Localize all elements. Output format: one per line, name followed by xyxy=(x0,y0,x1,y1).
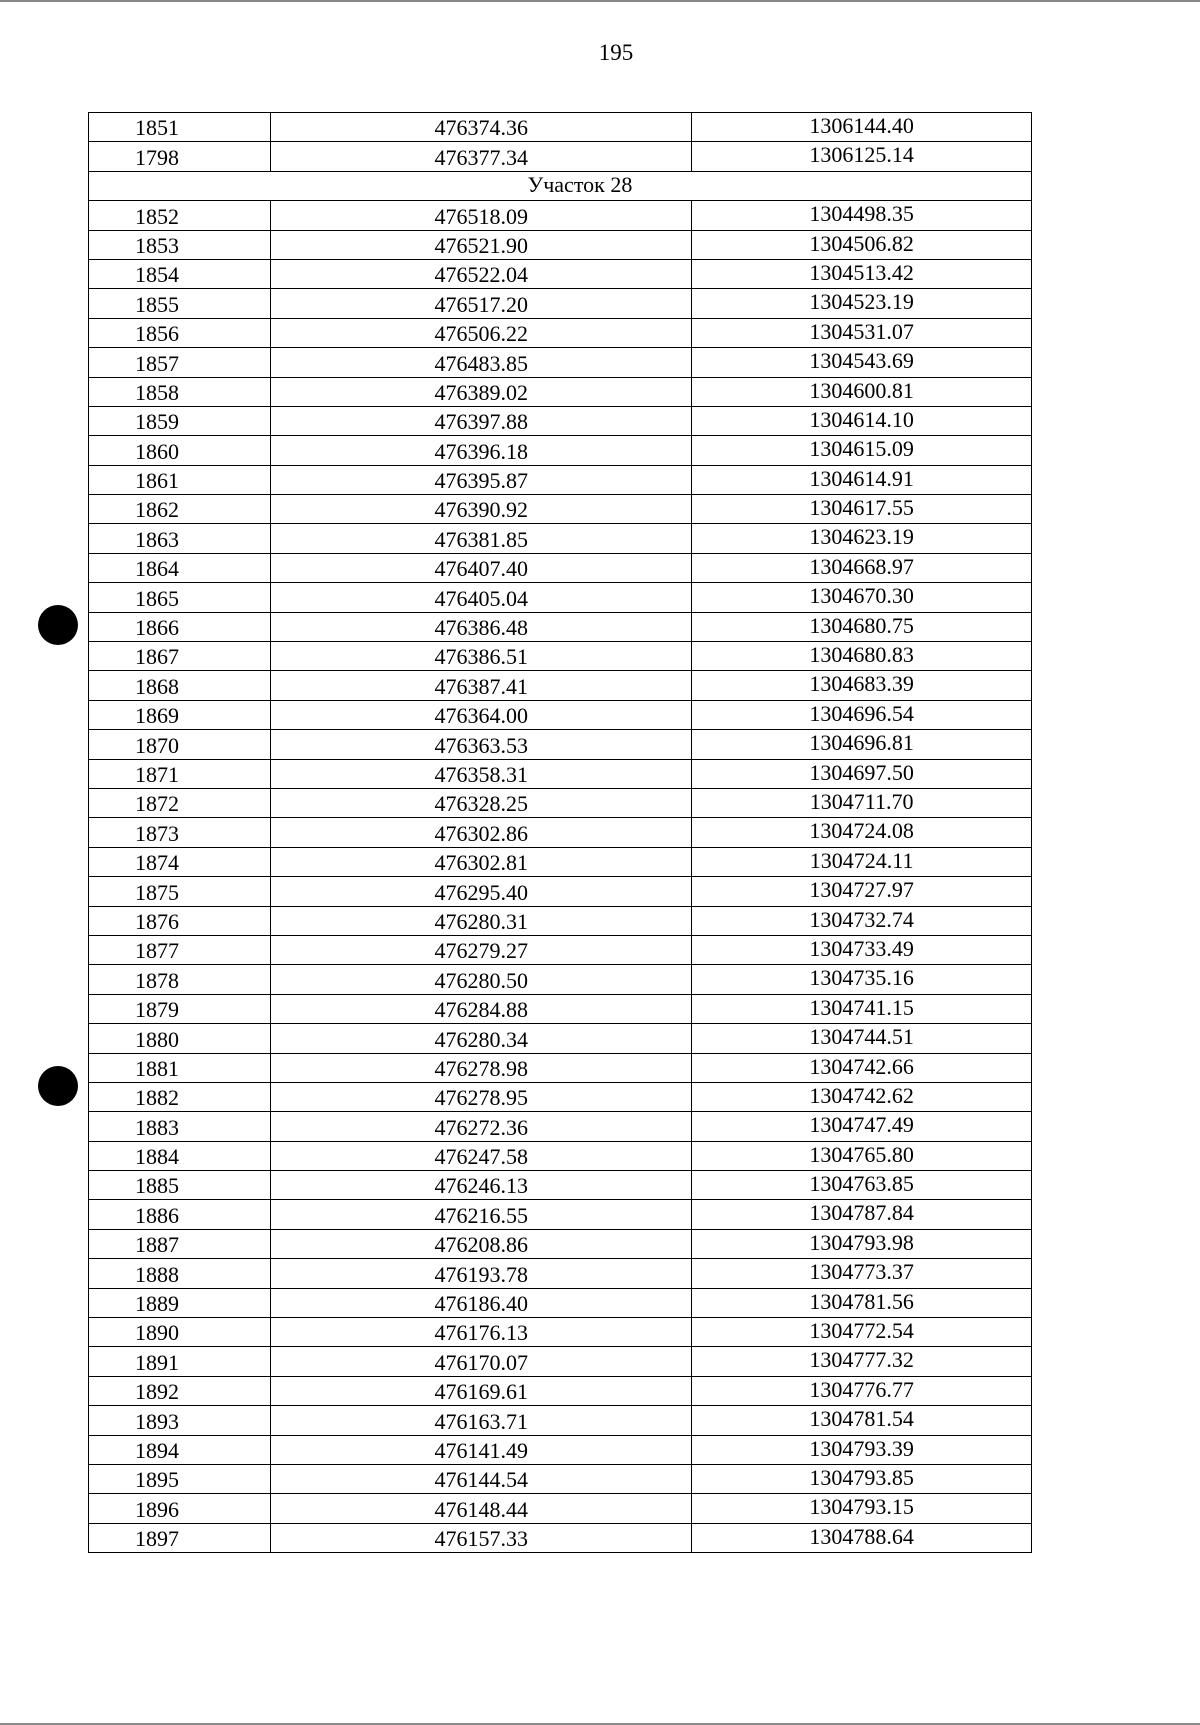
table-row xyxy=(89,583,1032,612)
table-row xyxy=(89,495,1032,524)
y-coordinate-cell: 1304793.85 xyxy=(692,1464,1032,1493)
y-coordinate-cell: 1304793.15 xyxy=(692,1494,1032,1523)
x-coordinate-cell: 476278.98 xyxy=(271,1053,692,1082)
table-row xyxy=(89,1406,1032,1435)
y-coordinate-cell: 1304741.15 xyxy=(692,994,1032,1023)
x-coordinate-cell: 476295.40 xyxy=(271,877,692,906)
point-number-cell: 1888 xyxy=(89,1259,271,1288)
x-coordinate-cell: 476395.87 xyxy=(271,465,692,494)
point-number-cell: 1872 xyxy=(89,788,271,817)
coordinates-table-body xyxy=(89,113,1032,1553)
point-number-cell: 1896 xyxy=(89,1494,271,1523)
x-coordinate-cell: 476358.31 xyxy=(271,759,692,788)
x-coordinate-cell: 476208.86 xyxy=(271,1229,692,1258)
x-coordinate-cell: 476284.88 xyxy=(271,994,692,1023)
y-coordinate-cell: 1304781.54 xyxy=(692,1406,1032,1435)
y-coordinate-cell: 1304498.35 xyxy=(692,201,1032,230)
table-row xyxy=(89,759,1032,788)
point-number-cell: 1870 xyxy=(89,730,271,759)
point-number-cell: 1861 xyxy=(89,465,271,494)
point-number-cell: 1868 xyxy=(89,671,271,700)
y-coordinate-cell: 1304776.77 xyxy=(692,1376,1032,1405)
x-coordinate-cell: 476364.00 xyxy=(271,700,692,729)
y-coordinate-cell: 1304680.75 xyxy=(692,612,1032,641)
point-number-cell: 1798 xyxy=(89,142,271,171)
x-coordinate-cell: 476148.44 xyxy=(271,1494,692,1523)
x-coordinate-cell: 476272.36 xyxy=(271,1112,692,1141)
y-coordinate-cell: 1304763.85 xyxy=(692,1171,1032,1200)
point-number-cell: 1875 xyxy=(89,877,271,906)
y-coordinate-cell: 1304733.49 xyxy=(692,935,1032,964)
table-row xyxy=(89,377,1032,406)
point-number-cell: 1895 xyxy=(89,1464,271,1493)
point-number-cell: 1867 xyxy=(89,642,271,671)
table-row xyxy=(89,1318,1032,1347)
table-row xyxy=(89,1464,1032,1493)
x-coordinate-cell: 476328.25 xyxy=(271,788,692,817)
x-coordinate-cell: 476280.34 xyxy=(271,1024,692,1053)
point-number-cell: 1887 xyxy=(89,1229,271,1258)
table-row xyxy=(89,877,1032,906)
table-row xyxy=(89,436,1032,465)
point-number-cell: 1891 xyxy=(89,1347,271,1376)
point-number-cell: 1852 xyxy=(89,201,271,230)
table-row xyxy=(89,1200,1032,1229)
x-coordinate-cell: 476483.85 xyxy=(271,348,692,377)
table-row xyxy=(89,524,1032,553)
x-coordinate-cell: 476381.85 xyxy=(271,524,692,553)
top-edge-line xyxy=(0,0,1200,2)
x-coordinate-cell: 476279.27 xyxy=(271,935,692,964)
punch-hole xyxy=(38,605,78,645)
x-coordinate-cell: 476374.36 xyxy=(271,113,692,142)
x-coordinate-cell: 476186.40 xyxy=(271,1288,692,1317)
x-coordinate-cell: 476521.90 xyxy=(271,230,692,259)
point-number-cell: 1877 xyxy=(89,935,271,964)
x-coordinate-cell: 476389.02 xyxy=(271,377,692,406)
y-coordinate-cell: 1304683.39 xyxy=(692,671,1032,700)
y-coordinate-cell: 1304543.69 xyxy=(692,348,1032,377)
point-number-cell: 1851 xyxy=(89,113,271,142)
table-row xyxy=(89,259,1032,288)
x-coordinate-cell: 476246.13 xyxy=(271,1171,692,1200)
x-coordinate-cell: 476169.61 xyxy=(271,1376,692,1405)
table-row xyxy=(89,318,1032,347)
table-row xyxy=(89,201,1032,230)
coordinates-table xyxy=(88,112,1032,1553)
y-coordinate-cell: 1304696.81 xyxy=(692,730,1032,759)
y-coordinate-cell: 1304615.09 xyxy=(692,436,1032,465)
point-number-cell: 1862 xyxy=(89,495,271,524)
point-number-cell: 1864 xyxy=(89,553,271,582)
table-row xyxy=(89,730,1032,759)
point-number-cell: 1874 xyxy=(89,847,271,876)
point-number-cell: 1892 xyxy=(89,1376,271,1405)
table-row xyxy=(89,818,1032,847)
table-row xyxy=(89,406,1032,435)
y-coordinate-cell: 1304724.08 xyxy=(692,818,1032,847)
table-row xyxy=(89,700,1032,729)
x-coordinate-cell: 476518.09 xyxy=(271,201,692,230)
y-coordinate-cell: 1304742.66 xyxy=(692,1053,1032,1082)
x-coordinate-cell: 476363.53 xyxy=(271,730,692,759)
table-row xyxy=(89,142,1032,171)
point-number-cell: 1883 xyxy=(89,1112,271,1141)
y-coordinate-cell: 1304531.07 xyxy=(692,318,1032,347)
y-coordinate-cell: 1304744.51 xyxy=(692,1024,1032,1053)
punch-hole xyxy=(38,1066,78,1106)
x-coordinate-cell: 476517.20 xyxy=(271,289,692,318)
table-row xyxy=(89,1376,1032,1405)
table-row xyxy=(89,1141,1032,1170)
table-row xyxy=(89,465,1032,494)
y-coordinate-cell: 1304680.83 xyxy=(692,642,1032,671)
point-number-cell: 1893 xyxy=(89,1406,271,1435)
x-coordinate-cell: 476302.86 xyxy=(271,818,692,847)
point-number-cell: 1884 xyxy=(89,1141,271,1170)
section-title: Участок 28 xyxy=(89,171,1032,200)
table-row xyxy=(89,1259,1032,1288)
point-number-cell: 1897 xyxy=(89,1523,271,1552)
x-coordinate-cell: 476141.49 xyxy=(271,1435,692,1464)
table-row xyxy=(89,935,1032,964)
point-number-cell: 1857 xyxy=(89,348,271,377)
x-coordinate-cell: 476407.40 xyxy=(271,553,692,582)
x-coordinate-cell: 476405.04 xyxy=(271,583,692,612)
point-number-cell: 1878 xyxy=(89,965,271,994)
table-row xyxy=(89,348,1032,377)
table-row xyxy=(89,1053,1032,1082)
y-coordinate-cell: 1304793.98 xyxy=(692,1229,1032,1258)
table-row xyxy=(89,847,1032,876)
y-coordinate-cell: 1306125.14 xyxy=(692,142,1032,171)
table-row xyxy=(89,906,1032,935)
x-coordinate-cell: 476302.81 xyxy=(271,847,692,876)
x-coordinate-cell: 476522.04 xyxy=(271,259,692,288)
x-coordinate-cell: 476163.71 xyxy=(271,1406,692,1435)
x-coordinate-cell: 476386.51 xyxy=(271,642,692,671)
y-coordinate-cell: 1304600.81 xyxy=(692,377,1032,406)
point-number-cell: 1886 xyxy=(89,1200,271,1229)
point-number-cell: 1856 xyxy=(89,318,271,347)
y-coordinate-cell: 1304614.91 xyxy=(692,465,1032,494)
x-coordinate-cell: 476280.50 xyxy=(271,965,692,994)
x-coordinate-cell: 476247.58 xyxy=(271,1141,692,1170)
page-number: 195 xyxy=(598,40,634,65)
y-coordinate-cell: 1306144.40 xyxy=(692,113,1032,142)
y-coordinate-cell: 1304747.49 xyxy=(692,1112,1032,1141)
y-coordinate-cell: 1304788.64 xyxy=(692,1523,1032,1552)
point-number-cell: 1869 xyxy=(89,700,271,729)
point-number-cell: 1879 xyxy=(89,994,271,1023)
point-number-cell: 1859 xyxy=(89,406,271,435)
y-coordinate-cell: 1304696.54 xyxy=(692,700,1032,729)
x-coordinate-cell: 476280.31 xyxy=(271,906,692,935)
point-number-cell: 1853 xyxy=(89,230,271,259)
point-number-cell: 1871 xyxy=(89,759,271,788)
y-coordinate-cell: 1304617.55 xyxy=(692,495,1032,524)
table-row xyxy=(89,1435,1032,1464)
x-coordinate-cell: 476397.88 xyxy=(271,406,692,435)
point-number-cell: 1865 xyxy=(89,583,271,612)
y-coordinate-cell: 1304735.16 xyxy=(692,965,1032,994)
y-coordinate-cell: 1304614.10 xyxy=(692,406,1032,435)
point-number-cell: 1858 xyxy=(89,377,271,406)
point-number-cell: 1854 xyxy=(89,259,271,288)
x-coordinate-cell: 476396.18 xyxy=(271,436,692,465)
y-coordinate-cell: 1304506.82 xyxy=(692,230,1032,259)
x-coordinate-cell: 476170.07 xyxy=(271,1347,692,1376)
y-coordinate-cell: 1304773.37 xyxy=(692,1259,1032,1288)
y-coordinate-cell: 1304623.19 xyxy=(692,524,1032,553)
x-coordinate-cell: 476377.34 xyxy=(271,142,692,171)
x-coordinate-cell: 476386.48 xyxy=(271,612,692,641)
point-number-cell: 1890 xyxy=(89,1318,271,1347)
x-coordinate-cell: 476157.33 xyxy=(271,1523,692,1552)
point-number-cell: 1882 xyxy=(89,1082,271,1111)
y-coordinate-cell: 1304777.32 xyxy=(692,1347,1032,1376)
y-coordinate-cell: 1304727.97 xyxy=(692,877,1032,906)
point-number-cell: 1860 xyxy=(89,436,271,465)
y-coordinate-cell: 1304668.97 xyxy=(692,553,1032,582)
point-number-cell: 1873 xyxy=(89,818,271,847)
table-row xyxy=(89,113,1032,142)
x-coordinate-cell: 476278.95 xyxy=(271,1082,692,1111)
point-number-cell: 1876 xyxy=(89,906,271,935)
point-number-cell: 1855 xyxy=(89,289,271,318)
y-coordinate-cell: 1304772.54 xyxy=(692,1318,1032,1347)
y-coordinate-cell: 1304781.56 xyxy=(692,1288,1032,1317)
x-coordinate-cell: 476506.22 xyxy=(271,318,692,347)
table-row xyxy=(89,289,1032,318)
x-coordinate-cell: 476387.41 xyxy=(271,671,692,700)
table-row xyxy=(89,1347,1032,1376)
x-coordinate-cell: 476144.54 xyxy=(271,1464,692,1493)
y-coordinate-cell: 1304742.62 xyxy=(692,1082,1032,1111)
table-row xyxy=(89,1229,1032,1258)
table-row xyxy=(89,1523,1032,1552)
table-row xyxy=(89,1171,1032,1200)
y-coordinate-cell: 1304765.80 xyxy=(692,1141,1032,1170)
x-coordinate-cell: 476193.78 xyxy=(271,1259,692,1288)
y-coordinate-cell: 1304711.70 xyxy=(692,788,1032,817)
table-row xyxy=(89,1082,1032,1111)
x-coordinate-cell: 476176.13 xyxy=(271,1318,692,1347)
table-row xyxy=(89,230,1032,259)
table-row xyxy=(89,1494,1032,1523)
table-row xyxy=(89,1288,1032,1317)
y-coordinate-cell: 1304670.30 xyxy=(692,583,1032,612)
point-number-cell: 1881 xyxy=(89,1053,271,1082)
x-coordinate-cell: 476216.55 xyxy=(271,1200,692,1229)
x-coordinate-cell: 476390.92 xyxy=(271,495,692,524)
y-coordinate-cell: 1304513.42 xyxy=(692,259,1032,288)
table-row xyxy=(89,553,1032,582)
table-row xyxy=(89,612,1032,641)
point-number-cell: 1880 xyxy=(89,1024,271,1053)
table-row xyxy=(89,642,1032,671)
y-coordinate-cell: 1304732.74 xyxy=(692,906,1032,935)
table-row xyxy=(89,994,1032,1023)
table-row xyxy=(89,788,1032,817)
section-row xyxy=(89,171,1032,200)
point-number-cell: 1866 xyxy=(89,612,271,641)
y-coordinate-cell: 1304724.11 xyxy=(692,847,1032,876)
table-row xyxy=(89,965,1032,994)
table-row xyxy=(89,1112,1032,1141)
table-row xyxy=(89,1024,1032,1053)
y-coordinate-cell: 1304787.84 xyxy=(692,1200,1032,1229)
point-number-cell: 1894 xyxy=(89,1435,271,1464)
point-number-cell: 1885 xyxy=(89,1171,271,1200)
table-row xyxy=(89,671,1032,700)
point-number-cell: 1889 xyxy=(89,1288,271,1317)
y-coordinate-cell: 1304697.50 xyxy=(692,759,1032,788)
y-coordinate-cell: 1304793.39 xyxy=(692,1435,1032,1464)
point-number-cell: 1863 xyxy=(89,524,271,553)
y-coordinate-cell: 1304523.19 xyxy=(692,289,1032,318)
